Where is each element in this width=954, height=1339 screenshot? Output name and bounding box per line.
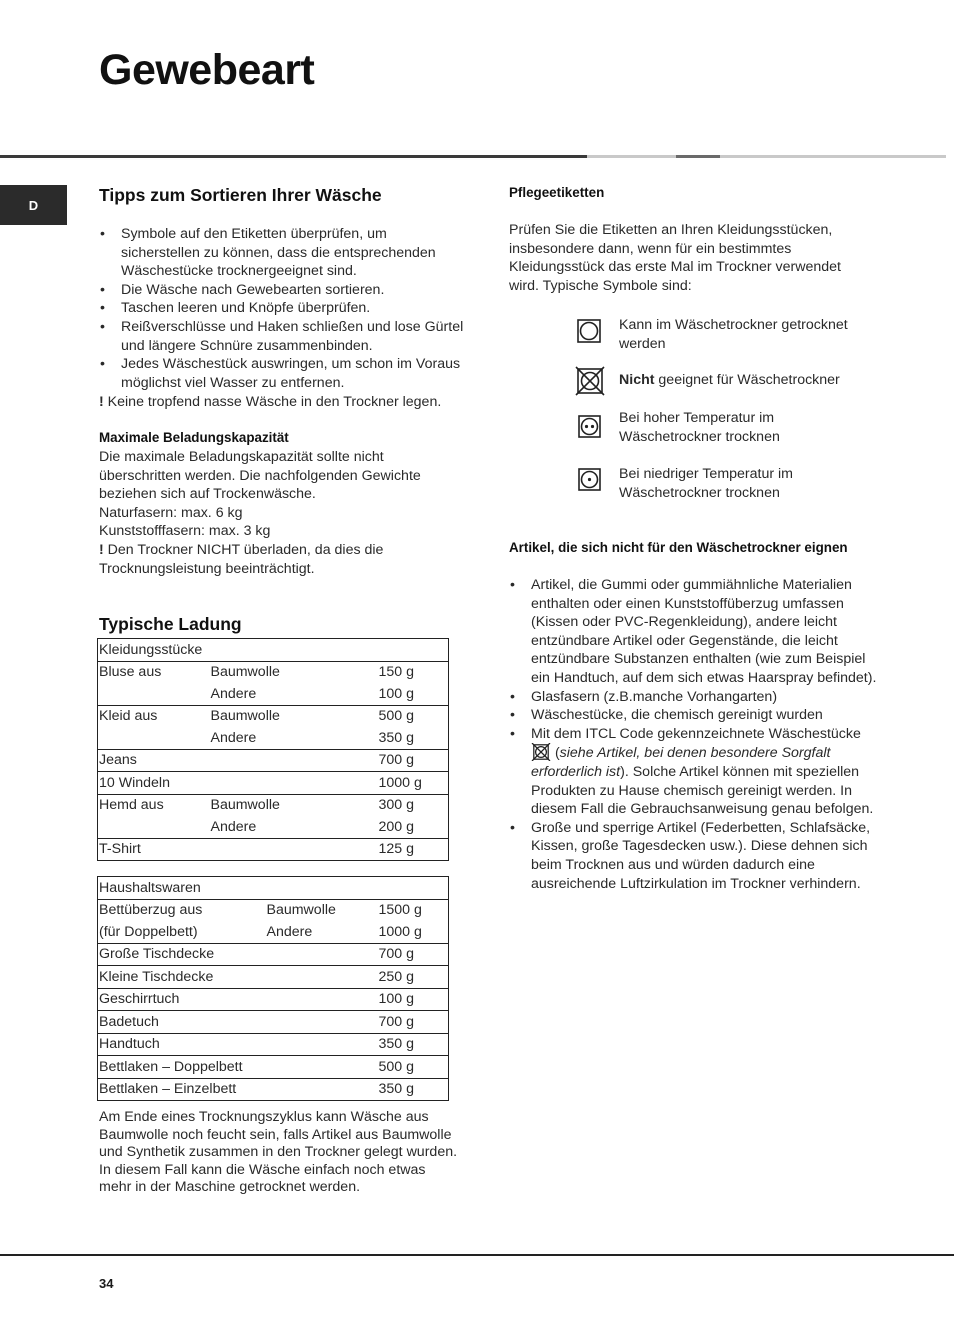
table-cell: 700 g bbox=[378, 943, 449, 966]
symbol-row bbox=[575, 465, 875, 502]
table-cell: Hemd aus bbox=[98, 794, 210, 816]
symbol-text-rest: geeignet für Wäschetrockner bbox=[654, 372, 840, 388]
tips-list bbox=[99, 225, 464, 392]
tumble-dry-icon bbox=[575, 316, 605, 346]
table-cell: 125 g bbox=[378, 838, 449, 861]
header-rule-light-right bbox=[720, 155, 946, 158]
table-cell bbox=[98, 727, 210, 749]
table-cell: (für Doppelbett) bbox=[99, 923, 198, 940]
table-cell bbox=[210, 772, 378, 795]
table-cell bbox=[266, 1078, 378, 1101]
header-rule-mid bbox=[676, 155, 720, 158]
table-cell: Andere bbox=[210, 685, 257, 702]
table-cell bbox=[210, 838, 378, 861]
care-text: Prüfen Sie die Etiketten an Ihren Kleidungsstücken, insbesondere dann, wenn für ein bestimmtes Kleidungsstück das erste Mal im Trockner verwendet wird. Typische Symbole sind: bbox=[509, 222, 841, 294]
table-row bbox=[98, 749, 449, 772]
table-header-row bbox=[98, 639, 449, 662]
table-row bbox=[98, 794, 449, 816]
table-cell: 250 g bbox=[378, 966, 449, 989]
symbol-row bbox=[575, 366, 875, 396]
table-cell: Baumwolle bbox=[210, 661, 378, 683]
table-cell: Kleine Tischdecke bbox=[98, 966, 266, 989]
unsuitable-heading: Artikel, die sich nicht für den Wäschetrockner eignen bbox=[509, 540, 848, 555]
warning-icon: ! bbox=[99, 394, 104, 410]
itcl-text-pre: Mit dem ITCL Code gekennzeichnete Wäschestücke bbox=[531, 725, 861, 742]
table-header: Kleidungsstücke bbox=[99, 641, 203, 658]
itcl-text-italic: siehe Artikel, bei denen besondere Sorgfalt erforderlich ist bbox=[531, 745, 831, 780]
load-heading: Typische Ladung bbox=[99, 614, 242, 634]
page-title: Gewebeart bbox=[99, 46, 315, 94]
language-tab: D bbox=[0, 185, 67, 225]
table-cell: 350 g bbox=[378, 1078, 449, 1101]
capacity-heading: Maximale Beladungskapazität bbox=[99, 430, 289, 445]
table-cell bbox=[98, 683, 210, 705]
table-cell: 350 g bbox=[378, 1033, 449, 1056]
table-row bbox=[98, 966, 449, 989]
capacity-text: Die maximale Beladungskapazität sollte nicht überschritten werden. Die nachfolgenden Gewichte beziehen sich auf Trockenwäsche. bbox=[99, 449, 421, 503]
table-row bbox=[98, 705, 449, 727]
table-row bbox=[98, 772, 449, 795]
table-cell: T-Shirt bbox=[98, 838, 210, 861]
table-cell bbox=[266, 943, 378, 966]
table-row bbox=[98, 988, 449, 1011]
table-cell: 200 g bbox=[378, 818, 415, 835]
table-cell: 350 g bbox=[378, 729, 415, 746]
table-cell: 10 Windeln bbox=[98, 772, 210, 795]
tips-heading: Tipps zum Sortieren Ihrer Wäsche bbox=[99, 185, 382, 205]
table-header: Haushaltswaren bbox=[99, 879, 201, 896]
table-cell: 300 g bbox=[378, 794, 449, 816]
table-row bbox=[98, 1033, 449, 1056]
table-cell bbox=[266, 1033, 378, 1056]
table-cell bbox=[210, 749, 378, 772]
table-cell: 500 g bbox=[378, 1056, 449, 1079]
list-item: • Taschen leeren und Knöpfe überprüfen. bbox=[99, 299, 464, 318]
symbol-row bbox=[575, 409, 875, 446]
table-cell: Baumwolle bbox=[210, 705, 378, 727]
table-cell: 100 g bbox=[378, 988, 449, 1011]
itcl-paren-open: ( bbox=[551, 745, 560, 762]
table-row bbox=[98, 1056, 449, 1079]
table-row bbox=[98, 727, 449, 749]
capacity-warning bbox=[99, 541, 459, 578]
list-item bbox=[509, 725, 877, 819]
table-row bbox=[98, 816, 449, 838]
list-item: • Reißverschlüsse und Haken schließen und lose Gürtel und längere Schnüre zusammenbinden. bbox=[99, 318, 464, 355]
table-row bbox=[98, 921, 449, 943]
household-table bbox=[97, 876, 449, 1101]
list-item: • Jedes Wäschestück auswringen, um schon im Voraus möglichst viel Wasser zu entfernen. bbox=[99, 355, 464, 392]
table-cell: Andere bbox=[210, 729, 257, 746]
table-cell: Geschirrtuch bbox=[98, 988, 266, 1011]
no-dry-clean-icon bbox=[531, 743, 551, 761]
header-rule-dark bbox=[0, 155, 587, 158]
table-cell: 1000 g bbox=[378, 772, 449, 795]
table-cell: Andere bbox=[266, 923, 313, 940]
table-header-row bbox=[98, 877, 449, 900]
clothes-table bbox=[97, 638, 449, 861]
table-cell bbox=[266, 1056, 378, 1079]
table-cell: 700 g bbox=[378, 1011, 449, 1034]
table-row bbox=[98, 899, 449, 921]
table-cell bbox=[98, 816, 210, 838]
list-item: • Große und sperrige Artikel (Federbetten, Schlafsäcke, Kissen, große Tagesdecken usw.). Diese dehnen sich beim Trocknen aus und würden dadurch eine ausreichende Luftzirkulation im Trockner verhindern. bbox=[509, 819, 877, 893]
itcl-text-post: ). Solche Artikel können mit speziellen Produkten zu Hause chemisch gereinigt werden. In diesem Fall die Gebrauchsanweisung genau befolgen. bbox=[531, 763, 874, 818]
table-cell: Baumwolle bbox=[210, 794, 378, 816]
table-cell: Bettlaken – Doppelbett bbox=[98, 1056, 266, 1079]
table-cell: 500 g bbox=[378, 705, 449, 727]
tips-warning bbox=[99, 393, 469, 412]
list-item: • Artikel, die Gummi oder gummiähnliche Materialien enthalten oder einen Kunststoffüberzug umfassen (Kissen oder PVC-Regenkleidung), andere leicht entzündbare Artikel oder Gegenstände, die leicht entzündbare Substanzen enthalten (wie zum Beispiel ein Handtuch, auf dem sich etwas Haarspray befindet). bbox=[509, 576, 877, 688]
tumble-dry-low-icon bbox=[575, 465, 605, 495]
capacity-synthetic: Kunststofffasern: max. 3 kg bbox=[99, 523, 271, 540]
warning-icon: ! bbox=[99, 541, 104, 558]
capacity-block bbox=[99, 448, 459, 578]
table-cell: 1500 g bbox=[378, 899, 449, 921]
table-cell bbox=[266, 988, 378, 1011]
table-cell: Handtuch bbox=[98, 1033, 266, 1056]
table-cell: Andere bbox=[210, 818, 257, 835]
symbol-text: Bei niedriger Temperatur im Wäschetrockner trocknen bbox=[619, 466, 794, 501]
table-row bbox=[98, 683, 449, 705]
table-cell bbox=[266, 966, 378, 989]
footer-rule bbox=[0, 1254, 954, 1256]
table-row bbox=[98, 838, 449, 861]
tumble-dry-high-icon bbox=[575, 409, 605, 439]
table-row bbox=[98, 1011, 449, 1034]
care-heading: Pflegeetiketten bbox=[509, 185, 605, 200]
list-item: • Glasfasern (z.B.manche Vorhangarten) bbox=[509, 688, 877, 707]
symbol-text bbox=[619, 366, 840, 396]
symbol-text-bold: Nicht bbox=[619, 372, 655, 388]
table-cell: Jeans bbox=[98, 749, 210, 772]
table-cell: Große Tischdecke bbox=[98, 943, 266, 966]
list-item: • Die Wäsche nach Gewebearten sortieren. bbox=[99, 281, 464, 300]
table-cell: Bluse aus bbox=[98, 661, 210, 683]
unsuitable-list bbox=[509, 576, 877, 893]
table-cell: Bettüberzug aus bbox=[98, 899, 266, 921]
table-cell: Badetuch bbox=[98, 1011, 266, 1034]
list-item: • Symbole auf den Etiketten überprüfen, um sicherstellen zu können, dass die entsprechenden Wäschestücke trocknergeeignet sind. bbox=[99, 225, 464, 281]
table-cell bbox=[266, 1011, 378, 1034]
table-row bbox=[98, 661, 449, 683]
table-cell: Kleid aus bbox=[98, 705, 210, 727]
table-row bbox=[98, 943, 449, 966]
table-row bbox=[98, 1078, 449, 1101]
table-cell: 100 g bbox=[378, 685, 415, 702]
table-cell: 700 g bbox=[378, 749, 449, 772]
page-number: 34 bbox=[99, 1276, 114, 1291]
tips-warning-text: Keine tropfend nasse Wäsche in den Trockner legen. bbox=[103, 394, 442, 410]
closing-text: Am Ende eines Trocknungszyklus kann Wäsche aus Baumwolle noch feucht sein, falls Artikel aus Baumwolle und Synthetik zusammen in den Trockner gelegt wurden. In diesem Fall kann die Wäsche einfach noch etwas mehr in der Maschine getrocknet werden. bbox=[99, 1109, 458, 1196]
table-cell: 150 g bbox=[378, 661, 449, 683]
symbol-text: Bei hoher Temperatur im Wäschetrockner trocknen bbox=[619, 410, 780, 445]
header-rule-light bbox=[587, 155, 676, 158]
symbol-row bbox=[575, 316, 875, 353]
no-tumble-dry-icon bbox=[575, 366, 605, 396]
table-cell: Baumwolle bbox=[266, 899, 378, 921]
list-item: • Wäschestücke, die chemisch gereinigt wurden bbox=[509, 706, 877, 725]
capacity-natural: Naturfasern: max. 6 kg bbox=[99, 504, 243, 521]
table-cell: Bettlaken – Einzelbett bbox=[98, 1078, 266, 1101]
symbol-text: Kann im Wäschetrockner getrocknet werden bbox=[619, 317, 848, 352]
table-cell: 1000 g bbox=[378, 923, 422, 940]
capacity-warning-text: Den Trockner NICHT überladen, da dies die Trocknungsleistung beeinträchtigt. bbox=[99, 541, 384, 577]
